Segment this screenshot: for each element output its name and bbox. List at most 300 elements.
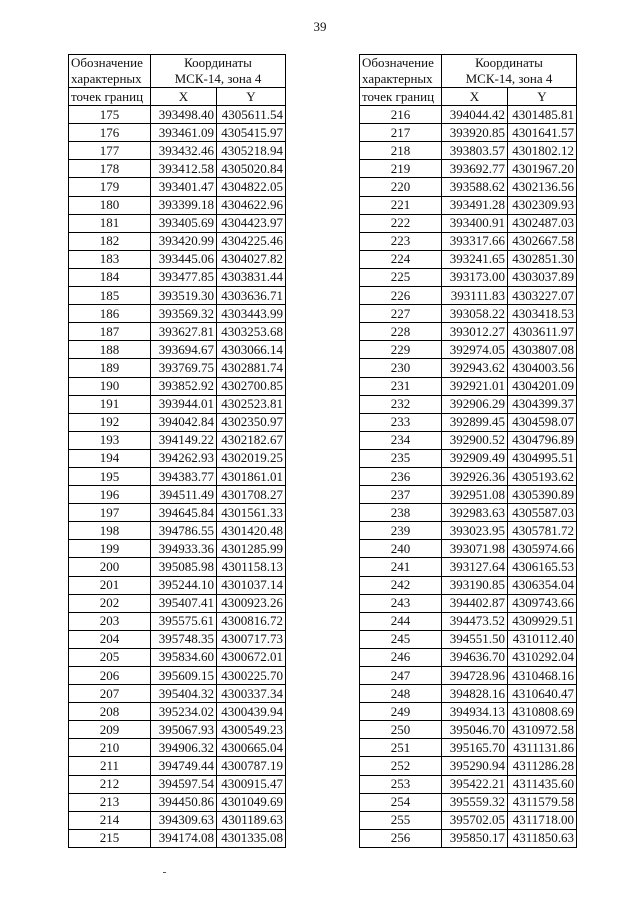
coord-y: 4304003.56 <box>508 359 577 377</box>
coord-y: 4305390.89 <box>508 486 577 504</box>
coord-x: 395575.61 <box>151 612 217 630</box>
point-number: 183 <box>69 250 151 268</box>
table-row <box>69 667 286 685</box>
header-x: X <box>151 88 217 106</box>
coord-y: 4302019.25 <box>217 449 286 467</box>
table-row <box>360 558 577 576</box>
coord-y: 4301861.01 <box>217 467 286 485</box>
point-number: 209 <box>69 721 151 739</box>
coord-y: 4301708.27 <box>217 486 286 504</box>
coord-x: 393127.64 <box>442 558 508 576</box>
table-row <box>69 214 286 232</box>
coord-x: 393058.22 <box>442 305 508 323</box>
point-number: 210 <box>69 739 151 757</box>
point-number: 225 <box>360 268 442 286</box>
header-coordinates: Координаты МСК-14, зона 4 <box>151 55 286 88</box>
coord-x: 393432.46 <box>151 142 217 160</box>
coord-x: 394749.44 <box>151 757 217 775</box>
coord-x: 393241.65 <box>442 250 508 268</box>
coord-y: 4302182.67 <box>217 431 286 449</box>
point-number: 194 <box>69 449 151 467</box>
coord-y: 4303066.14 <box>217 341 286 359</box>
point-number: 244 <box>360 612 442 630</box>
coord-x: 392900.52 <box>442 431 508 449</box>
point-number: 211 <box>69 757 151 775</box>
point-number: 191 <box>69 395 151 413</box>
point-number: 178 <box>69 160 151 178</box>
table-row <box>69 811 286 829</box>
table-row <box>360 667 577 685</box>
coord-x: 393399.18 <box>151 196 217 214</box>
coord-y: 4310972.58 <box>508 721 577 739</box>
point-number: 184 <box>69 268 151 286</box>
coord-x: 393405.69 <box>151 214 217 232</box>
table-row <box>360 178 577 196</box>
table-row <box>69 178 286 196</box>
coord-y: 4303611.97 <box>508 323 577 341</box>
table-row <box>360 594 577 612</box>
coord-y: 4305974.66 <box>508 540 577 558</box>
table-row <box>360 449 577 467</box>
table-row <box>360 323 577 341</box>
table-row <box>360 811 577 829</box>
table-row <box>69 739 286 757</box>
table-row <box>360 305 577 323</box>
coord-x: 393692.77 <box>442 160 508 178</box>
point-number: 218 <box>360 142 442 160</box>
point-number: 224 <box>360 250 442 268</box>
coord-x: 395085.98 <box>151 558 217 576</box>
table-row <box>360 160 577 178</box>
table-row <box>360 612 577 630</box>
table-row <box>360 775 577 793</box>
point-number: 255 <box>360 811 442 829</box>
coord-y: 4305611.54 <box>217 106 286 124</box>
table-row <box>69 558 286 576</box>
coord-x: 393498.40 <box>151 106 217 124</box>
table-row <box>69 395 286 413</box>
header-point-label-line3: точек границ <box>360 88 442 106</box>
coord-y: 4301037.14 <box>217 576 286 594</box>
coord-y: 4311579.58 <box>508 793 577 811</box>
point-number: 207 <box>69 685 151 703</box>
coord-x: 393491.28 <box>442 196 508 214</box>
point-number: 223 <box>360 232 442 250</box>
coord-y: 4302881.74 <box>217 359 286 377</box>
point-number: 186 <box>69 305 151 323</box>
point-number: 185 <box>69 287 151 305</box>
coord-y: 4301485.81 <box>508 106 577 124</box>
coord-x: 395609.15 <box>151 667 217 685</box>
coord-x: 394383.77 <box>151 467 217 485</box>
coord-x: 395748.35 <box>151 630 217 648</box>
coord-x: 395067.93 <box>151 721 217 739</box>
coordinates-table-left <box>68 54 286 848</box>
table-row <box>69 232 286 250</box>
coord-y: 4304225.46 <box>217 232 286 250</box>
coord-x: 394934.13 <box>442 703 508 721</box>
coord-y: 4302851.30 <box>508 250 577 268</box>
point-number: 243 <box>360 594 442 612</box>
coord-x: 394645.84 <box>151 504 217 522</box>
coord-y: 4304822.05 <box>217 178 286 196</box>
coord-y: 4301189.63 <box>217 811 286 829</box>
point-number: 236 <box>360 467 442 485</box>
coord-x: 393477.85 <box>151 268 217 286</box>
coord-y: 4304995.51 <box>508 449 577 467</box>
coord-y: 4311131.86 <box>508 739 577 757</box>
coord-x: 392909.49 <box>442 449 508 467</box>
coord-y: 4300923.26 <box>217 594 286 612</box>
point-number: 180 <box>69 196 151 214</box>
table-row <box>69 341 286 359</box>
point-number: 196 <box>69 486 151 504</box>
coord-y: 4300787.19 <box>217 757 286 775</box>
coord-y: 4300915.47 <box>217 775 286 793</box>
point-number: 242 <box>360 576 442 594</box>
coord-x: 394309.63 <box>151 811 217 829</box>
coord-x: 395046.70 <box>442 721 508 739</box>
point-number: 246 <box>360 648 442 666</box>
coord-y: 4305781.72 <box>508 522 577 540</box>
point-number: 254 <box>360 793 442 811</box>
table-row <box>360 793 577 811</box>
table-row <box>360 106 577 124</box>
coord-x: 395422.21 <box>442 775 508 793</box>
coord-x: 393420.99 <box>151 232 217 250</box>
coord-x: 395290.94 <box>442 757 508 775</box>
point-number: 227 <box>360 305 442 323</box>
table-row <box>69 504 286 522</box>
coord-y: 4302487.03 <box>508 214 577 232</box>
coord-y: 4305193.62 <box>508 467 577 485</box>
table-row <box>360 377 577 395</box>
header-point-label: Обозначение характерных <box>360 55 442 88</box>
table-row <box>360 287 577 305</box>
coord-x: 393111.83 <box>442 287 508 305</box>
coord-y: 4301049.69 <box>217 793 286 811</box>
header-coordinates: Координаты МСК-14, зона 4 <box>442 55 577 88</box>
header-y: Y <box>508 88 577 106</box>
coord-x: 395702.05 <box>442 811 508 829</box>
point-number: 256 <box>360 829 442 847</box>
coord-x: 394044.42 <box>442 106 508 124</box>
table-row <box>360 268 577 286</box>
point-number: 247 <box>360 667 442 685</box>
header-x: X <box>442 88 508 106</box>
coord-x: 394174.08 <box>151 829 217 847</box>
coord-x: 392983.63 <box>442 504 508 522</box>
point-number: 237 <box>360 486 442 504</box>
coord-x: 394551.50 <box>442 630 508 648</box>
coord-y: 4311286.28 <box>508 757 577 775</box>
point-number: 177 <box>69 142 151 160</box>
point-number: 239 <box>360 522 442 540</box>
point-number: 205 <box>69 648 151 666</box>
table-row <box>69 612 286 630</box>
table-row <box>360 359 577 377</box>
coord-x: 395165.70 <box>442 739 508 757</box>
coord-y: 4303807.08 <box>508 341 577 359</box>
table-row <box>69 160 286 178</box>
coord-x: 393445.06 <box>151 250 217 268</box>
coord-y: 4300665.04 <box>217 739 286 757</box>
coord-y: 4304423.97 <box>217 214 286 232</box>
point-number: 231 <box>360 377 442 395</box>
table-row <box>69 413 286 431</box>
point-number: 249 <box>360 703 442 721</box>
coord-y: 4303418.53 <box>508 305 577 323</box>
coord-x: 393627.81 <box>151 323 217 341</box>
coord-y: 4301420.48 <box>217 522 286 540</box>
point-number: 181 <box>69 214 151 232</box>
table-row <box>69 377 286 395</box>
table-row <box>360 703 577 721</box>
coord-x: 393803.57 <box>442 142 508 160</box>
coord-x: 394906.32 <box>151 739 217 757</box>
point-number: 188 <box>69 341 151 359</box>
coord-y: 4305415.97 <box>217 124 286 142</box>
coord-y: 4301561.33 <box>217 504 286 522</box>
header-point-label: Обозначение характерных <box>69 55 151 88</box>
coord-y: 4303037.89 <box>508 268 577 286</box>
coord-x: 394450.86 <box>151 793 217 811</box>
coord-x: 394728.96 <box>442 667 508 685</box>
point-number: 176 <box>69 124 151 142</box>
coord-y: 4304622.96 <box>217 196 286 214</box>
coord-y: 4300717.73 <box>217 630 286 648</box>
coord-y: 4300337.34 <box>217 685 286 703</box>
table-row <box>69 142 286 160</box>
table-row <box>360 757 577 775</box>
coord-x: 393071.98 <box>442 540 508 558</box>
coord-y: 4306354.04 <box>508 576 577 594</box>
table-row <box>69 323 286 341</box>
coord-y: 4302309.93 <box>508 196 577 214</box>
coord-y: 4309929.51 <box>508 612 577 630</box>
coord-y: 4310640.47 <box>508 685 577 703</box>
coord-x: 392943.62 <box>442 359 508 377</box>
point-number: 202 <box>69 594 151 612</box>
coord-x: 395407.41 <box>151 594 217 612</box>
point-number: 192 <box>69 413 151 431</box>
coord-x: 394042.84 <box>151 413 217 431</box>
scan-mark <box>163 872 166 873</box>
point-number: 203 <box>69 612 151 630</box>
point-number: 206 <box>69 667 151 685</box>
coord-y: 4305020.84 <box>217 160 286 178</box>
coord-x: 393317.66 <box>442 232 508 250</box>
table-row <box>69 449 286 467</box>
coord-x: 393852.92 <box>151 377 217 395</box>
point-number: 234 <box>360 431 442 449</box>
table-row <box>69 250 286 268</box>
table-row <box>360 630 577 648</box>
table-row <box>360 250 577 268</box>
table-row <box>360 467 577 485</box>
coord-x: 394511.49 <box>151 486 217 504</box>
coord-x: 393920.85 <box>442 124 508 142</box>
table-row <box>69 721 286 739</box>
coord-y: 4303227.07 <box>508 287 577 305</box>
coord-x: 395244.10 <box>151 576 217 594</box>
coord-x: 395559.32 <box>442 793 508 811</box>
point-number: 248 <box>360 685 442 703</box>
coord-y: 4310292.04 <box>508 648 577 666</box>
table-row <box>360 395 577 413</box>
table-row <box>69 775 286 793</box>
coord-x: 392951.08 <box>442 486 508 504</box>
table-row <box>69 268 286 286</box>
coord-y: 4302667.58 <box>508 232 577 250</box>
point-number: 233 <box>360 413 442 431</box>
coord-x: 394636.70 <box>442 648 508 666</box>
coord-y: 4301335.08 <box>217 829 286 847</box>
point-number: 212 <box>69 775 151 793</box>
header-point-label-line3: точек границ <box>69 88 151 106</box>
coord-y: 4300549.23 <box>217 721 286 739</box>
table-row <box>360 341 577 359</box>
point-number: 219 <box>360 160 442 178</box>
coord-y: 4304796.89 <box>508 431 577 449</box>
coord-x: 392921.01 <box>442 377 508 395</box>
coord-x: 394828.16 <box>442 685 508 703</box>
point-number: 245 <box>360 630 442 648</box>
coord-x: 394149.22 <box>151 431 217 449</box>
point-number: 232 <box>360 395 442 413</box>
point-number: 179 <box>69 178 151 196</box>
table-row <box>360 504 577 522</box>
coord-y: 4311850.63 <box>508 829 577 847</box>
coord-y: 4301285.99 <box>217 540 286 558</box>
coord-y: 4301641.57 <box>508 124 577 142</box>
header-y: Y <box>217 88 286 106</box>
coord-x: 393519.30 <box>151 287 217 305</box>
point-number: 213 <box>69 793 151 811</box>
table-row <box>69 287 286 305</box>
coord-x: 393401.47 <box>151 178 217 196</box>
coord-x: 393400.91 <box>442 214 508 232</box>
point-number: 216 <box>360 106 442 124</box>
coord-x: 393588.62 <box>442 178 508 196</box>
table-row <box>69 486 286 504</box>
coord-x: 394933.36 <box>151 540 217 558</box>
point-number: 197 <box>69 504 151 522</box>
coord-x: 393412.58 <box>151 160 217 178</box>
point-number: 228 <box>360 323 442 341</box>
coord-y: 4305587.03 <box>508 504 577 522</box>
point-number: 214 <box>69 811 151 829</box>
table-row <box>69 576 286 594</box>
table-row <box>360 196 577 214</box>
coord-x: 393461.09 <box>151 124 217 142</box>
table-row <box>69 196 286 214</box>
point-number: 175 <box>69 106 151 124</box>
table-row <box>360 648 577 666</box>
point-number: 240 <box>360 540 442 558</box>
coord-y: 4300816.72 <box>217 612 286 630</box>
coord-y: 4302350.97 <box>217 413 286 431</box>
coord-y: 4301158.13 <box>217 558 286 576</box>
table-row <box>360 124 577 142</box>
point-number: 195 <box>69 467 151 485</box>
coord-x: 394473.52 <box>442 612 508 630</box>
point-number: 220 <box>360 178 442 196</box>
table-row <box>360 214 577 232</box>
coord-x: 393012.27 <box>442 323 508 341</box>
coord-x: 393569.32 <box>151 305 217 323</box>
table-row <box>360 232 577 250</box>
point-number: 189 <box>69 359 151 377</box>
point-number: 198 <box>69 522 151 540</box>
coord-y: 4302523.81 <box>217 395 286 413</box>
table-row <box>360 739 577 757</box>
coord-y: 4311718.00 <box>508 811 577 829</box>
point-number: 204 <box>69 630 151 648</box>
coord-x: 392906.29 <box>442 395 508 413</box>
coord-y: 4310808.69 <box>508 703 577 721</box>
table-row <box>69 757 286 775</box>
point-number: 230 <box>360 359 442 377</box>
table-row <box>69 594 286 612</box>
coord-y: 4304399.37 <box>508 395 577 413</box>
coord-x: 394786.55 <box>151 522 217 540</box>
table-row <box>69 124 286 142</box>
coord-x: 392899.45 <box>442 413 508 431</box>
coord-y: 4301967.20 <box>508 160 577 178</box>
coord-y: 4310112.40 <box>508 630 577 648</box>
point-number: 215 <box>69 829 151 847</box>
table-row <box>69 540 286 558</box>
point-number: 238 <box>360 504 442 522</box>
coord-y: 4303636.71 <box>217 287 286 305</box>
table-row <box>360 413 577 431</box>
coord-y: 4300225.70 <box>217 667 286 685</box>
coord-y: 4303831.44 <box>217 268 286 286</box>
coord-y: 4309743.66 <box>508 594 577 612</box>
table-row <box>69 685 286 703</box>
coord-y: 4306165.53 <box>508 558 577 576</box>
point-number: 208 <box>69 703 151 721</box>
coord-y: 4304598.07 <box>508 413 577 431</box>
table-row <box>69 829 286 847</box>
table-row <box>69 522 286 540</box>
coord-x: 393694.67 <box>151 341 217 359</box>
point-number: 252 <box>360 757 442 775</box>
coord-x: 395234.02 <box>151 703 217 721</box>
table-row <box>69 305 286 323</box>
coord-x: 394262.93 <box>151 449 217 467</box>
point-number: 226 <box>360 287 442 305</box>
coord-y: 4301802.12 <box>508 142 577 160</box>
coord-x: 395834.60 <box>151 648 217 666</box>
table-row <box>69 467 286 485</box>
coordinates-table-right <box>359 54 577 848</box>
coord-y: 4311435.60 <box>508 775 577 793</box>
point-number: 199 <box>69 540 151 558</box>
coord-y: 4304027.82 <box>217 250 286 268</box>
coord-x: 392926.36 <box>442 467 508 485</box>
point-number: 235 <box>360 449 442 467</box>
table-row <box>360 576 577 594</box>
table-row <box>360 142 577 160</box>
point-number: 217 <box>360 124 442 142</box>
point-number: 253 <box>360 775 442 793</box>
coord-x: 393173.00 <box>442 268 508 286</box>
table-row <box>69 648 286 666</box>
table-row <box>360 486 577 504</box>
point-number: 241 <box>360 558 442 576</box>
